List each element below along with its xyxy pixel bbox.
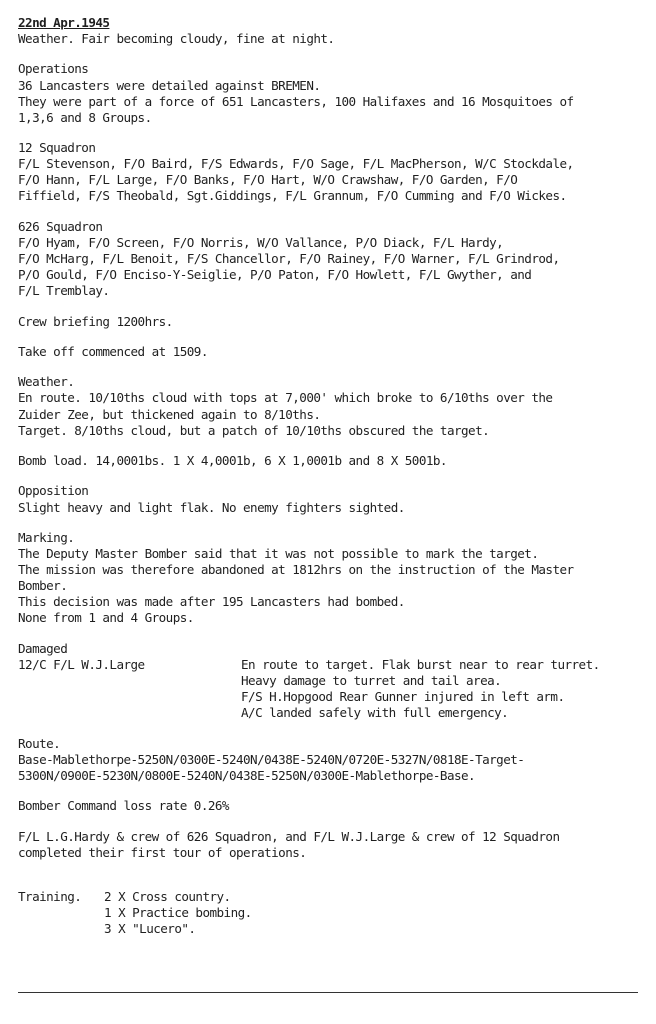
operations-line: 1,3,6 and 8 Groups.	[18, 109, 152, 125]
weather-line: En route. 10/10ths cloud with tops at 7,000' which broke to 6/10ths over the	[18, 390, 553, 406]
squadron-626-section	[18, 219, 643, 299]
squadron-12-section	[18, 140, 643, 204]
bomb-load: Bomb load. 14,0001bs. 1 X 4,0001b, 6 X 1,0001b and 8 X 5001b.	[18, 453, 447, 469]
weather-line: Target. 8/10ths cloud, but a patch of 10/10ths obscured the target.	[18, 422, 490, 438]
squadron-626-crew-line: P/O Gould, F/O Enciso-Y-Seiglie, P/O Paton, F/O Howlett, F/L Gwyther, and	[18, 267, 532, 283]
squadron-12-crew-line: F/L Stevenson, F/O Baird, F/S Edwards, F/O Sage, F/L MacPherson, W/C Stockdale,	[18, 156, 574, 172]
operations-heading: Operations	[18, 61, 89, 77]
route-section	[18, 736, 643, 784]
squadron-626-heading: 626 Squadron	[18, 218, 103, 234]
training-item: 3 X "Lucero".	[104, 921, 196, 937]
marking-line: This decision was made after 195 Lancasters had bombed.	[18, 594, 405, 610]
damage-detail-line: En route to target. Flak burst near to rear turret.	[241, 656, 600, 672]
tour-section	[18, 829, 643, 861]
squadron-12-crew-line: F/O Hann, F/L Large, F/O Banks, F/O Hart, W/O Crawshaw, F/O Garden, F/O	[18, 172, 518, 188]
entry-date: 22nd Apr.1945	[18, 15, 110, 30]
opposition-section	[18, 483, 643, 515]
weather-line: Zuider Zee, but thickened again to 8/10ths.	[18, 406, 321, 422]
training-label: Training.	[18, 889, 82, 905]
weather-heading: Weather.	[18, 374, 75, 390]
operations-line: 36 Lancasters were detailed against BREMEN.	[18, 77, 321, 93]
diary-page	[18, 15, 643, 938]
marking-line: Bomber.	[18, 578, 68, 594]
training-item: 2 X Cross country.	[104, 889, 231, 905]
damage-detail-line: Heavy damage to turret and tail area.	[241, 672, 502, 688]
squadron-12-heading: 12 Squadron	[18, 140, 96, 156]
marking-line: None from 1 and 4 Groups.	[18, 610, 194, 626]
route-line: Base-Mablethorpe-5250N/0300E-5240N/0438E-5240N/0720E-5327N/0818E-Target-	[18, 751, 525, 767]
crew-briefing: Crew briefing 1200hrs.	[18, 313, 173, 329]
squadron-12-crew-line: Fiffield, F/S Theobald, Sgt.Giddings, F/L Grannum, F/O Cumming and F/O Wickes.	[18, 188, 567, 204]
opposition-heading: Opposition	[18, 483, 89, 499]
marking-section	[18, 530, 643, 627]
marking-line: The mission was therefore abandoned at 1812hrs on the instruction of the Master	[18, 562, 574, 578]
operations-section	[18, 61, 643, 125]
route-heading: Route.	[18, 735, 61, 751]
operations-line: They were part of a force of 651 Lancasters, 100 Halifaxes and 16 Mosquitoes of	[18, 93, 574, 109]
route-line: 5300N/0900E-5230N/0800E-5240N/0438E-5250N/0300E-Mablethorpe-Base.	[18, 767, 476, 783]
damage-detail-line: A/C landed safely with full emergency.	[241, 705, 509, 721]
training-section	[18, 889, 643, 937]
squadron-626-crew-line: F/L Tremblay.	[18, 283, 110, 299]
take-off: Take off commenced at 1509.	[18, 343, 208, 359]
squadron-626-crew-line: F/O Hyam, F/O Screen, F/O Norris, W/O Vallance, P/O Diack, F/L Hardy,	[18, 234, 504, 250]
tour-line: completed their first tour of operations.	[18, 844, 307, 860]
training-item: 1 X Practice bombing.	[104, 905, 252, 921]
marking-heading: Marking.	[18, 529, 75, 545]
weather-section	[18, 374, 643, 438]
marking-line: The Deputy Master Bomber said that it was not possible to mark the target.	[18, 546, 539, 562]
loss-rate: Bomber Command loss rate 0.26%	[18, 798, 229, 814]
footer-divider	[18, 992, 638, 993]
damage-detail-line: F/S H.Hopgood Rear Gunner injured in left arm.	[241, 689, 565, 705]
tour-line: F/L L.G.Hardy & crew of 626 Squadron, and F/L W.J.Large & crew of 12 Squadron	[18, 828, 560, 844]
damaged-aircraft: 12/C F/L W.J.Large	[18, 656, 145, 672]
damaged-heading: Damaged	[18, 640, 68, 656]
damaged-section	[18, 641, 643, 721]
opposition-line: Slight heavy and light flak. No enemy fighters sighted.	[18, 499, 405, 515]
weather-summary: Weather. Fair becoming cloudy, fine at night.	[18, 31, 335, 47]
squadron-626-crew-line: F/O McHarg, F/L Benoit, F/S Chancellor, F/O Rainey, F/O Warner, F/L Grindrod,	[18, 251, 560, 267]
